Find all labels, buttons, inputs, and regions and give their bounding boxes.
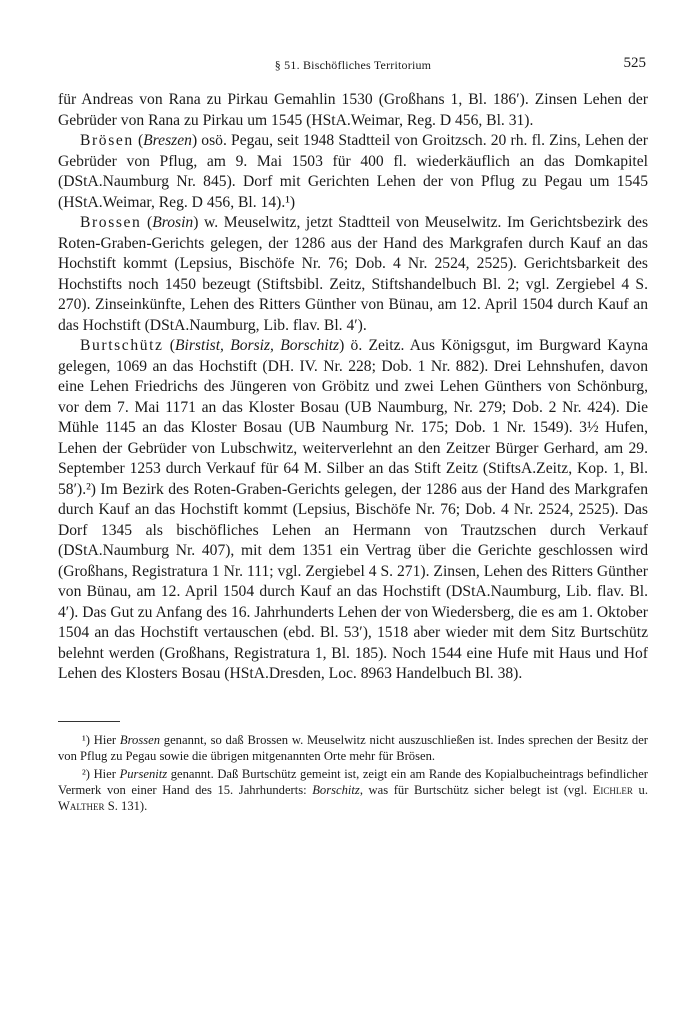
entry-burtschuetz: Burtschütz (Birstist, Borsiz, Borschitz) ö. Zeitz. Aus Königsgut, im Burgward Kayna gelegen, 1069 an das Hochstift (DH. IV. Nr. 228; Dob. 1 Nr. 882). Drei Lehnshufen, davon eine Lehen Friedrichs des Jüngeren von Gröbitz und zwei Lehen Günthers von Schönburg, vor dem 7. Mai 1171 an das Kloster Bosau (UB Naumburg, Nr. 279; Dob. 2 Nr. 424). Die Mühle 1145 an das Kloster Bosau (UB Naumburg Nr. 175; Dob. 1 Nr. 1549). 3½ Hufen, Lehen der Gebrüder von Lubschwitz, weiterverlehnt an den Zeitzer Bürger Gerhard, am 29. September 1253 durch Verkauf für 64 M. Silber an das Stift Zeitz (StiftsA.Zeitz, Kop. 1, Bl. 58′).²) Im Bezirk des Roten-Graben-Gerichts gelegen, der 1286 aus der Hand des Markgrafen durch Kauf an das Hochstift kommt (Lepsius, Bischöfe Nr. 76; Dob. 4 Nr. 2524, 2525). Das Dorf 1345 als bischöfliches Lehen an Hermann von Trautzschen durch Verkauf (DStA.Naumburg Nr. 407), mit dem 1351 ein Vertrag über die Gerichte geschlossen wird (Großhans, Registratura 1 Nr. 111; vgl. Zergiebel 4 S. 271). Zinsen, Lehen des Ritters Günther von Bünau, am 12. April 1504 durch Kauf an das Hochstift (DStA.Naumburg, Lib. flav. Bl. 4′). Das Gut zu Anfang des 16. Jahrhunderts Lehen der von Wiedersberg, die es am 1. Oktober 1504 an das Hochstift vertauschen (ebd. Bl. 53′), 1518 aber wieder mit dem Sitz Burtschütz belehnt werden (Großhans, Registratura 1, Bl. 185). Noch 1544 eine Hufe mit Haus und Hof Lehen des Klosters Bosau (HStA.Dresden, Loc. 8963 Handelbuch Bl. 38).: [58, 337, 648, 682]
footnote-1: [58, 732, 648, 764]
running-head-title: § 51. Bischöfliches Territorium: [274, 58, 432, 72]
footnote-author-1: Eichler: [592, 783, 633, 798]
footnote-author-2: Walther: [58, 799, 105, 814]
footnote-term: Brossen: [119, 732, 161, 747]
footnote-pre: Hier: [93, 766, 116, 781]
entry-lemma: Burtschütz: [80, 337, 164, 354]
footnote-term-2: Borschitz: [312, 783, 360, 798]
footnote-2: [58, 766, 648, 815]
footnotes: [58, 732, 648, 815]
footnote-text-b: , was für Burtschütz sicher belegt ist (vgl.: [359, 783, 588, 798]
footnote-term: Pursenitz: [119, 766, 168, 781]
footnote-text: genannt. Daß Burtschütz gemeint ist, zeigt ein am Rande des Kopialbucheintrags befindlicher Vermerk von einer Hand des 15. Jahrhunderts:: [58, 766, 648, 798]
entry-text: osö. Pegau, seit 1948 Stadtteil von Groitzsch. 20 rh. fl. Zins, Lehen der Gebrüder von Pflug, am 9. Mai 1503 für 400 fl. wiederkäuflich an das Domkapitel (DStA.Naumburg Nr. 845). Dorf mit Gerichten Lehen der von Pflug zu Pegau um 1545 (HStA.Weimar, Reg. D 456, Bl. 14).¹): [58, 132, 648, 211]
body-text: [58, 90, 648, 685]
entry-text: ö. Zeitz. Aus Königsgut, im Burgward Kayna gelegen, 1069 an das Hochstift (DH. IV. Nr. 228; Dob. 1 Nr. 882). Drei Lehnshufen, davon eine Lehen Friedrichs des Jüngeren von Gröbitz und zwei Lehen Günthers von Schönburg, vor dem 7. Mai 1171 an das Kloster Bosau (UB Naumburg, Nr. 279; Dob. 2 Nr. 424). Die Mühle 1145 an das Kloster Bosau (UB Naumburg Nr. 175; Dob. 1 Nr. 1549). 3½ Hufen, Lehen der Gebrüder von Lubschwitz, weiterverlehnt an den Zeitzer Bürger Gerhard, am 29. September 1253 durch Verkauf für 64 M. Silber an das Stift Zeitz (StiftsA.Zeitz, Kop. 1, Bl. 58′).²) Im Bezirk des Roten-Graben-Gerichts gelegen, der 1286 aus der Hand des Markgrafen durch Kauf an das Hochstift kommt (Lepsius, Bischöfe Nr. 76; Dob. 4 Nr. 2524, 2525). Das Dorf 1345 als bischöfliches Lehen an Hermann von Trautzschen durch Verkauf (DStA.Naumburg Nr. 407), mit dem 1351 ein Vertrag über die Gerichte geschlossen wird (Großhans, Registratura 1 Nr. 111; vgl. Zergiebel 4 S. 271). Zinsen, Lehen des Ritters Günther von Bünau, am 12. April 1504 durch Kauf an das Hochstift (DStA.Naumburg, Lib. flav. Bl. 4′). Das Gut zu Anfang des 16. Jahrhunderts Lehen der von Wiedersberg, die es am 1. Oktober 1504 an das Hochstift vertauschen (ebd. Bl. 53′), 1518 aber wieder mit dem Sitz Burtschütz belehnt werden (Großhans, Registratura 1, Bl. 185). Noch 1544 eine Hufe mit Haus und Hof Lehen des Klosters Bosau (HStA.Dresden, Loc. 8963 Handelbuch Bl. 38).: [58, 337, 648, 682]
footnote-pre: Hier: [93, 732, 117, 747]
footnote-marker: ¹): [82, 732, 90, 747]
footnote-text: genannt, so daß Brossen w. Meuselwitz nicht auszuschließen ist. Indes sprechen der Besitz der von Pflug zu Pegau sowie die übrigen mitgenannten Orte mehr für Brösen.: [58, 732, 648, 763]
entry-text: w. Meuselwitz, jetzt Stadtteil von Meuselwitz. Im Gerichtsbezirk des Roten-Graben-Gerichts gelegen, der 1286 aus der Hand des Markgrafen durch Kauf an das Hochstift kommt (Lepsius, Bischöfe Nr. 76; Dob. 4 Nr. 2524, 2525). Gerichtsbarkeit des Hochstifts noch 1450 bezeugt (Stiftsbibl. Zeitz, Stiftshandelbuch Bl. 2; vgl. Zergiebel 4 S. 270). Zinseinkünfte, Lehen des Ritters Günther von Bünau, am 12. April 1504 durch Kauf an das Hochstift (DStA.Naumburg, Lib. flav. Bl. 4′).: [58, 214, 649, 334]
entry-variant: Birstist, Borsiz, Borschitz: [175, 337, 340, 354]
footnote-marker: ²): [82, 766, 90, 781]
entry-broesen: Brösen (Breszen) osö. Pegau, seit 1948 Stadtteil von Groitzsch. 20 rh. fl. Zins, Lehen der Gebrüder von Pflug, am 9. Mai 1503 für 400 fl. wiederkäuflich an das Domkapitel (DStA.Naumburg Nr. 845). Dorf mit Gerichten Lehen der von Pflug zu Pegau um 1545 (HStA.Weimar, Reg. D 456, Bl. 14).¹): [58, 132, 648, 211]
entry-variant: Brosin: [152, 214, 194, 231]
footnote-divider: [58, 721, 120, 722]
paragraph-text: für Andreas von Rana zu Pirkau Gemahlin 1530 (Großhans 1, Bl. 186′). Zinsen Lehen der Gebrüder von Rana zu Pirkau um 1545 (HStA.Weimar, Reg. D 456, Bl. 31).: [58, 91, 648, 129]
book-page: [58, 52, 648, 815]
footnote-text-c: S. 131).: [107, 799, 148, 814]
entry-variant: Breszen: [143, 132, 192, 149]
entry-brossen: Brossen (Brosin) w. Meuselwitz, jetzt Stadtteil von Meuselwitz. Im Gerichtsbezirk des Roten-Graben-Gerichts gelegen, der 1286 aus der Hand des Markgrafen durch Kauf an das Hochstift kommt (Lepsius, Bischöfe Nr. 76; Dob. 4 Nr. 2524, 2525). Gerichtsbarkeit des Hochstifts noch 1450 bezeugt (Stiftsbibl. Zeitz, Stiftshandelbuch Bl. 2; vgl. Zergiebel 4 S. 270). Zinseinkünfte, Lehen des Ritters Günther von Bünau, am 12. April 1504 durch Kauf an das Hochstift (DStA.Naumburg, Lib. flav. Bl. 4′).: [58, 214, 649, 334]
entry-lemma: Brösen: [80, 132, 134, 149]
paragraph-continuation: [58, 90, 648, 131]
entry-lemma: Brossen: [80, 214, 142, 231]
running-head: [58, 52, 648, 78]
footnote-conj: u.: [638, 783, 648, 798]
page-number: 525: [623, 55, 646, 71]
